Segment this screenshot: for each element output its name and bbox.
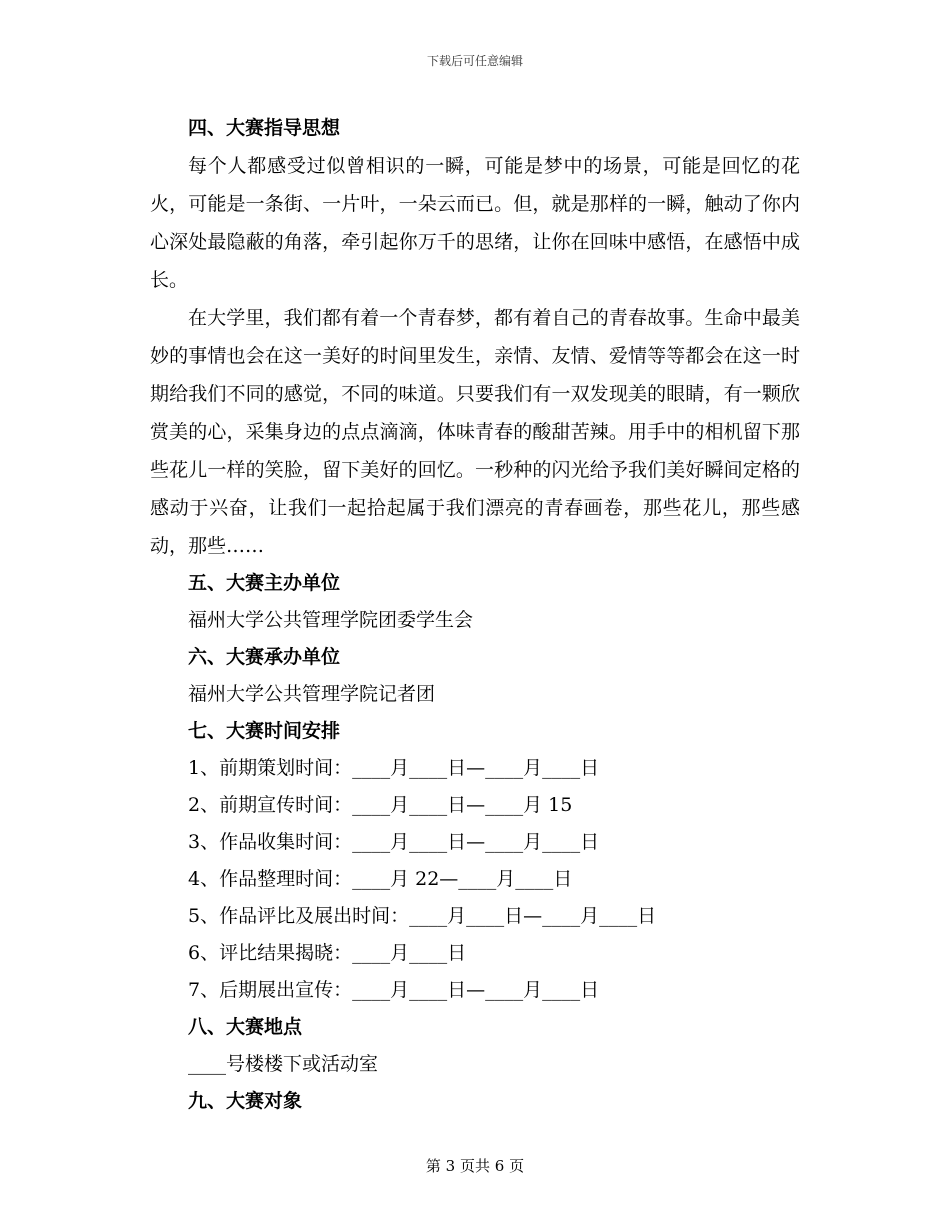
schedule-item: 1、前期策划时间：____月____日—____月____日 (188, 757, 600, 779)
co-organizer-text: 福州大学公共管理学院记者团 (188, 683, 436, 705)
section-heading-schedule: 七、大赛时间安排 (188, 720, 341, 742)
section-heading-guiding-idea: 四、大赛指导思想 (188, 117, 341, 139)
schedule-item: 3、作品收集时间：____月____日—____月____日 (188, 831, 600, 853)
document-body (150, 110, 800, 1120)
venue-text: ____号楼楼下或活动室 (188, 1053, 379, 1075)
paragraph-guiding-idea-1: 每个人都感受过似曾相识的一瞬，可能是梦中的场景，可能是回忆的花火，可能是一条街、一片叶，一朵云而已。但，就是那样的一瞬，触动了你内心深处最隐蔽的角落，牵引起你万千的思绪，让你在回味中感悟，在感悟中成长。 (150, 155, 800, 291)
schedule-item: 4、作品整理时间：____月 22—____月____日 (188, 868, 573, 890)
page-footer: 第 3 页共 6 页 (425, 1157, 525, 1175)
section-heading-co-organizer: 六、大赛承办单位 (188, 646, 341, 668)
schedule-item: 7、后期展出宣传：____月____日—____月____日 (188, 979, 600, 1001)
schedule-item: 5、作品评比及展出时间：____月____日—____月____日 (188, 905, 657, 927)
section-heading-participants: 九、大赛对象 (188, 1090, 303, 1112)
section-heading-organizer: 五、大赛主办单位 (188, 572, 341, 594)
page-header: 下载后可任意编辑 (426, 54, 523, 68)
paragraph-guiding-idea-2: 在大学里，我们都有着一个青春梦，都有着自己的青春故事。生命中最美妙的事情也会在这一美好的时间里发生，亲情、友情、爱情等等都会在这一时期给我们不同的感觉，不同的味道。只要我们有一双发现美的眼睛，有一颗欣赏美的心，采集身边的点点滴滴，体味青春的酸甜苦辣。用手中的相机留下那些花儿一样的笑脸，留下美好的回忆。一秒种的闪光给予我们美好瞬间定格的感动于兴奋，让我们一起拾起属于我们漂亮的青春画卷，那些花儿，那些感动，那些…… (150, 307, 800, 557)
section-heading-venue: 八、大赛地点 (188, 1016, 303, 1038)
schedule-item: 6、评比结果揭晓：____月____日 (188, 942, 467, 964)
organizer-text: 福州大学公共管理学院团委学生会 (188, 609, 474, 631)
schedule-item: 2、前期宣传时间：____月____日—____月 15 (188, 794, 573, 816)
